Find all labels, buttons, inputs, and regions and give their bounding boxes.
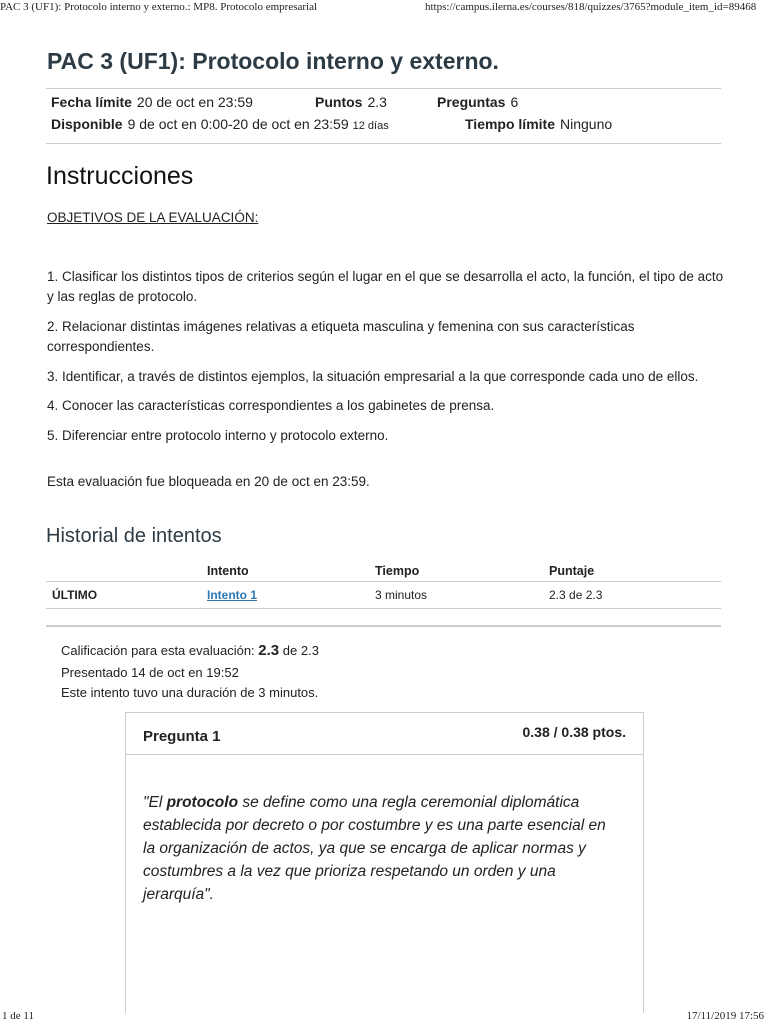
fecha-limite-label: Fecha límite [51,94,132,110]
objective-item-3: 3. Identificar, a través de distintos ejemplos, la situación empresarial a la que corresponde cada uno de ellos. [47,369,699,384]
duracion-line: Este intento tuvo una duración de 3 minutos. [61,685,319,700]
objective-item-4: 4. Conocer las características correspondientes a los gabinetes de prensa. [47,398,495,413]
page-title: PAC 3 (UF1): Protocolo interno y externo. [47,48,499,74]
print-header [0,0,768,16]
column-header-tiempo: Tiempo [369,560,543,582]
print-url: https://campus.ilerna.es/courses/818/quizzes/3765?module_item_id=89468 [425,1,757,13]
meta-tiempo-limite [465,116,612,132]
attempt-score: 2.3 de 2.3 [543,582,721,609]
tiempo-limite-value: Ninguno [559,116,613,132]
presentado-line: Presentado 14 de oct en 19:52 [61,665,239,680]
meta-disponible [51,116,389,132]
objective-item-1: 1. Clasificar los distintos tipos de criterios según el lugar en el que se desarrolla el acto, la función, el tipo de acto y las reglas de protocolo. [47,269,724,304]
meta-preguntas [437,94,518,110]
attempt-history-table [46,560,721,609]
meta-puntos [315,94,387,110]
print-page-title: PAC 3 (UF1): Protocolo interno y externo.: MP8. Protocolo empresarial [0,1,318,13]
locked-note: Esta evaluación fue bloqueada en 20 de oct en 23:59. [47,474,370,489]
print-footer [0,1008,768,1024]
question-text-rest: se define como una regla ceremonial diplomática establecida por decreto o por costumbre y es una parte esencial en la organización de actos, ya que se encarga de aplicar normas y costumbres a la vez que prioriza respetando un orden y una jerarquía". [143,794,606,903]
divider [46,143,721,144]
preguntas-label: Preguntas [437,94,506,110]
fecha-limite-value: 20 de oct en 23:59 [136,94,253,110]
meta-fecha-limite [51,94,253,110]
calificacion-line [61,642,319,659]
divider [46,625,721,627]
objective-item-5: 5. Diferenciar entre protocolo interno y protocolo externo. [47,428,389,443]
print-datetime: 17/11/2019 17:56 [686,1010,764,1022]
history-heading: Historial de intentos [46,525,222,547]
divider [46,88,721,89]
tiempo-limite-label: Tiempo límite [465,116,555,132]
attempt-time: 3 minutos [369,582,543,609]
disponible-days: 12 días [352,120,389,132]
instructions-heading: Instrucciones [46,162,194,190]
question-card [125,712,644,1013]
print-page-number: 1 de 11 [2,1010,34,1022]
disponible-label: Disponible [51,116,123,132]
attempt-label: ÚLTIMO [46,582,201,609]
column-header-label [46,560,201,582]
question-text [143,791,613,906]
question-points: 0.38 / 0.38 ptos. [522,724,626,740]
question-text-start: "El [143,794,167,811]
preguntas-value: 6 [510,94,519,110]
calificacion-label: Calificación para esta evaluación: [61,643,255,658]
objetivos-title: OBJETIVOS DE LA EVALUACIÓN: [47,210,259,225]
calificacion-score: 2.3 [258,642,280,659]
question-keyword: protocolo [166,794,239,811]
column-header-intento: Intento [201,560,369,582]
attempt-link[interactable]: Intento 1 [207,588,257,602]
disponible-value: 9 de oct en 0:00-20 de oct en 23:59 [127,116,349,132]
objective-item-2: 2. Relacionar distintas imágenes relativas a etiqueta masculina y femenina con sus características correspondientes. [47,319,635,354]
question-header [126,713,643,755]
table-row [46,582,721,609]
column-header-puntaje: Puntaje [543,560,721,582]
question-title: Pregunta 1 [143,728,221,745]
puntos-label: Puntos [315,94,363,110]
table-header-row [46,560,721,582]
puntos-value: 2.3 [367,94,387,110]
calificacion-total: de 2.3 [282,643,319,658]
